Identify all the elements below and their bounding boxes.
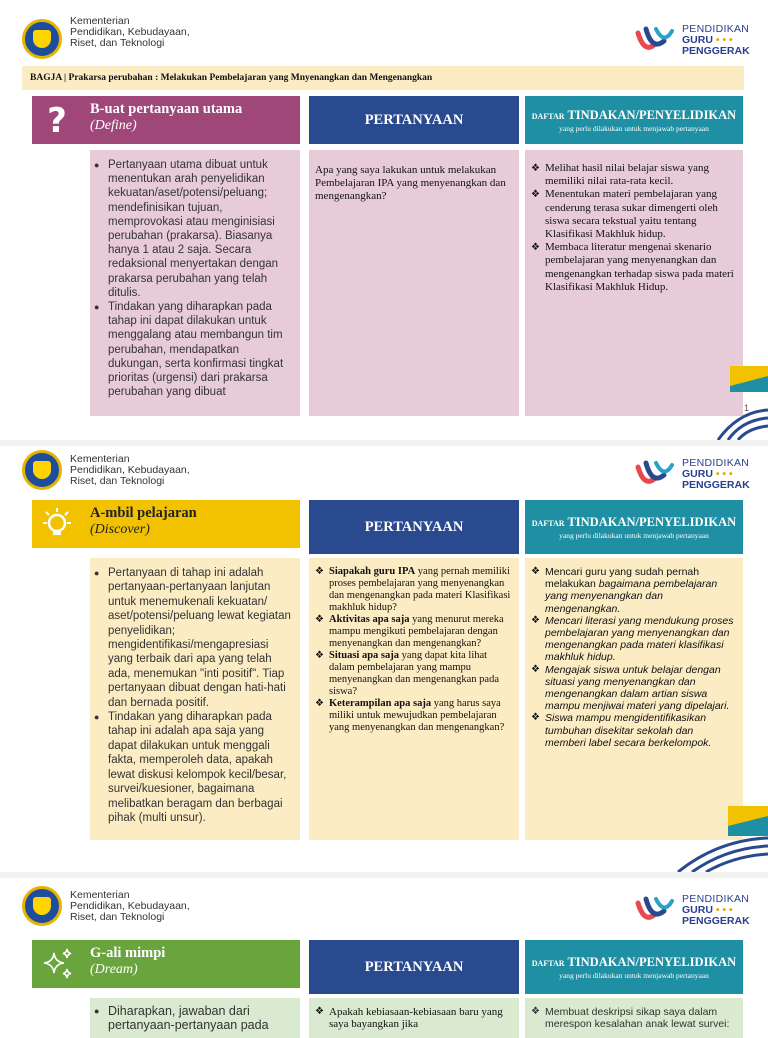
slide-header bbox=[0, 0, 768, 60]
list-item: ● Tindakan yang diharapkan pada tahap ini adalah apa saja yang dapat dilakukan untuk menggali fakta, memperoleh data, apakah lewat diskusi kelompok kecil/besar, survei/kuesioner, bagaimana melibatkan beragam dan berbagai pihak (multi unsur). bbox=[94, 710, 294, 825]
question-text: Apa yang saya lakukan untuk melakukan Pembelajaran IPA yang menyenangkan dan mengenangkan? bbox=[315, 164, 506, 203]
ministry-name: Kementerian Pendidikan, Kebudayaan, Riset, dan Teknologi bbox=[70, 15, 190, 49]
list-item: ● Tindakan yang diharapkan pada tahap ini dapat dilakukan untuk menggalang atau membangun tim perubahan, mendapatkan dukungan, serta konfirmasi tingkat prioritas (urgensi) dari prakarsa perubahan yang dibuat bbox=[94, 300, 292, 399]
corner-decoration-icon bbox=[708, 362, 768, 440]
list-item: ● Pertanyaan di tahap ini adalah pertanyaan-pertanyaan lanjutan untuk menemukenali kekuatan/ aset/potensi/peluang lewat kegiatan penyelidikan; mengidentifikasi/mengapresiasi yang terbaik dari apa yang telah ada, menemukan "inti positif". Tiap pertanyaan dibuat dengan hati-hati dan bernada positif. bbox=[94, 566, 294, 710]
list-item: ❖ Siswa mampu mengidentifikasikan tumbuhan disekitar sekolah dan memberi label secara berkelompok. bbox=[531, 712, 735, 749]
stage-title: G-ali mimpi bbox=[90, 945, 166, 961]
list-item: ❖ Situasi apa saja yang dapat kita lihat dalam pembelajaran yang mampu menyenangkan dan mengenangkan pada siswa? bbox=[315, 650, 513, 698]
ministry-name: Kementerian Pendidikan, Kebudayaan, Riset, dan Teknologi bbox=[70, 453, 190, 487]
pertanyaan-header: PERTANYAAN bbox=[309, 96, 519, 144]
list-item: ❖ Melihat hasil nilai belajar siswa yang memiliki nilai rata-rata kecil. bbox=[531, 162, 737, 188]
stage-subtitle: (Discover) bbox=[90, 522, 150, 537]
guru-penggerak-mark-icon bbox=[634, 893, 676, 925]
list-item: ❖ Siapakah guru IPA yang pernah memiliki proses pembelajaran yang menyenangkan dan mengenangkan pada materi Klasifikasi makhluk hidup? bbox=[315, 566, 513, 614]
slide-header bbox=[0, 878, 768, 938]
stage-subtitle: (Define) bbox=[90, 118, 137, 133]
daftar-header: DAFTAR TINDAKAN/PENYELIDIKAN yang perlu dilakukan untuk menjawab pertanyaan bbox=[525, 96, 743, 144]
list-item: ❖ Membaca literatur mengenai skenario pembelajaran yang menyenangkan dan mengenangkan terhadap siswa pada materi Klasifikasi Makhluk Hidup. bbox=[531, 241, 737, 294]
guidance-box bbox=[90, 998, 300, 1038]
list-item: ❖ Apakah kebiasaan-kebiasaan baru yang saya bayangkan jika bbox=[315, 1006, 513, 1030]
guidance-box bbox=[90, 558, 300, 840]
ministry-logo bbox=[22, 19, 62, 59]
guidance-box bbox=[90, 150, 300, 416]
stage-subtitle: (Dream) bbox=[90, 962, 138, 977]
list-item: ❖ Mencari literasi yang mendukung proses pembelajaran yang menyenangkan dan mengenangkan pada materi klasifikasi makhluk hidup. bbox=[531, 615, 735, 664]
stage-card-dream bbox=[32, 940, 300, 988]
daftar-header: DAFTAR TINDAKAN/PENYELIDIKAN yang perlu dilakukan untuk menjawab pertanyaan bbox=[525, 940, 743, 994]
list-item: ❖ Menentukan materi pembelajaran yang cenderung terasa sukar dimengerti oleh siswa secara tekstual yaitu tentang Klasifikasi Makhluk hidup. bbox=[531, 188, 737, 241]
stage-title: A-mbil pelajaran bbox=[90, 505, 197, 521]
slide-dream bbox=[0, 878, 768, 1032]
question-box bbox=[309, 150, 519, 416]
pertanyaan-header: PERTANYAAN bbox=[309, 500, 519, 554]
guru-penggerak-logo: PENDIDIKAN GURU • • • PENGGERAK bbox=[634, 890, 754, 930]
slide-header bbox=[0, 446, 768, 506]
list-item: ❖ Membuat deskripsi sikap saya dalam merespon kesalahan anak lewat survei: bbox=[531, 1006, 737, 1030]
guru-penggerak-logo: PENDIDIKAN GURU • • • PENGGERAK bbox=[634, 454, 754, 494]
ministry-logo bbox=[22, 450, 62, 490]
svg-text:?: ? bbox=[47, 101, 67, 141]
action-box bbox=[525, 998, 743, 1038]
daftar-header: DAFTAR TINDAKAN/PENYELIDIKAN yang perlu dilakukan untuk menjawab pertanyaan bbox=[525, 500, 743, 554]
question-box bbox=[309, 558, 519, 840]
corner-decoration-icon bbox=[678, 806, 768, 872]
list-item: ❖ Mencari guru yang sudah pernah melakukan bagaimana pembelajaran yang menyenangkan dan mengenangkan. bbox=[531, 566, 735, 615]
ministry-name: Kementerian Pendidikan, Kebudayaan, Riset, dan Teknologi bbox=[70, 889, 190, 923]
guru-penggerak-logo: PENDIDIKAN GURU • • • PENGGERAK bbox=[634, 20, 754, 60]
sparkle-icon bbox=[32, 940, 82, 988]
list-item: ● Pertanyaan utama dibuat untuk menentukan arah penyelidikan kekuatan/aset/potensi/peluang; mendefinisikan tujuan, memprovokasi atau menginisiasi perubahan (prakarsa). Biasanya hanya 1 atau 2 saja. Secara redaksional menyertakan dengan prakarsa perubahan yang telah ditulis. bbox=[94, 158, 292, 300]
stage-card-discover bbox=[32, 500, 300, 548]
list-item: ● Diharapkan, jawaban dari pertanyaan-pertanyaan pada bbox=[94, 1004, 294, 1032]
slide-discover bbox=[0, 446, 768, 872]
pertanyaan-header: PERTANYAAN bbox=[309, 940, 519, 994]
question-box bbox=[309, 998, 519, 1038]
bagja-banner: BAGJA | Prakarsa perubahan : Melakukan Pembelajaran yang Mnyenangkan dan Mengenangkan bbox=[22, 66, 744, 90]
guru-penggerak-mark-icon bbox=[634, 457, 676, 489]
question-mark-icon bbox=[32, 96, 82, 144]
slide-define bbox=[0, 0, 768, 440]
page-number: 1 bbox=[744, 403, 750, 413]
stage-title: B-uat pertanyaan utama bbox=[90, 101, 243, 117]
list-item: ❖ Aktivitas apa saja yang menurut mereka mampu mengikuti pembelajaran dengan menyenangkan dan mengenangkan? bbox=[315, 614, 513, 650]
list-item: ❖ Keterampilan apa saja yang harus saya miliki untuk mewujudkan pembelajaran yang menyenangkan dan mengenangkan? bbox=[315, 698, 513, 734]
lightbulb-icon bbox=[32, 500, 82, 548]
ministry-logo bbox=[22, 886, 62, 926]
list-item: ❖ Mengajak siswa untuk belajar dengan situasi yang menyenangkan dan mengenangkan dalam artian siswa mampu menjiwai materi yang dipelajari. bbox=[531, 664, 735, 713]
stage-card-define bbox=[32, 96, 300, 144]
action-box bbox=[525, 558, 743, 840]
guru-penggerak-mark-icon bbox=[634, 23, 676, 55]
